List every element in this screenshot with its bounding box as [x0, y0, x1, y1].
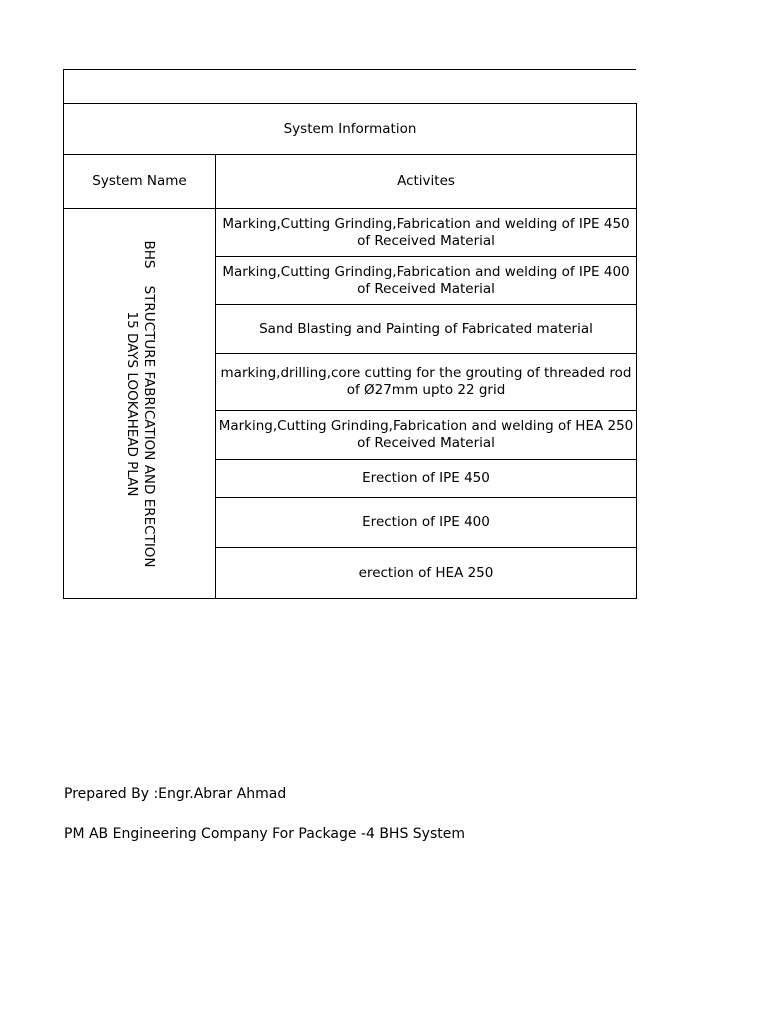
section-title-row	[64, 104, 637, 155]
activity-cell: Marking,Cutting Grinding,Fabrication and welding of IPE 450 of Received Material	[216, 209, 637, 257]
activity-cell: Erection of IPE 450	[216, 460, 637, 498]
system-information-table	[63, 103, 637, 599]
system-name-cell	[64, 209, 216, 599]
sheet-header-row	[63, 69, 636, 103]
company-text: PM AB Engineering Company For Package -4 BHS System	[64, 826, 465, 842]
prepared-by-text: Prepared By :Engr.Abrar Ahmad	[64, 786, 287, 802]
activity-cell: marking,drilling,core cutting for the grouting of threaded rod of Ø27mm upto 22 grid	[216, 354, 637, 411]
table-row	[64, 209, 637, 257]
system-information-sheet	[63, 69, 636, 599]
column-header-row	[64, 155, 637, 209]
activity-cell: Marking,Cutting Grinding,Fabrication and welding of IPE 400 of Received Material	[216, 257, 637, 305]
column-header-activities: Activites	[216, 155, 637, 209]
activity-cell: Sand Blasting and Painting of Fabricated material	[216, 305, 637, 354]
activity-cell: Erection of IPE 400	[216, 498, 637, 548]
activity-cell: Marking,Cutting Grinding,Fabrication and welding of HEA 250 of Received Material	[216, 411, 637, 460]
system-name-text	[123, 214, 157, 594]
section-title: System Information	[64, 104, 637, 155]
activity-cell: erection of HEA 250	[216, 548, 637, 599]
system-name-line-1: BHS STRUCTURE FABRICATION AND ERECTION	[140, 239, 157, 568]
system-name-line-2: 15 DAYS LOOKAHEAD PLAN	[123, 311, 140, 496]
column-header-system-name: System Name	[64, 155, 216, 209]
